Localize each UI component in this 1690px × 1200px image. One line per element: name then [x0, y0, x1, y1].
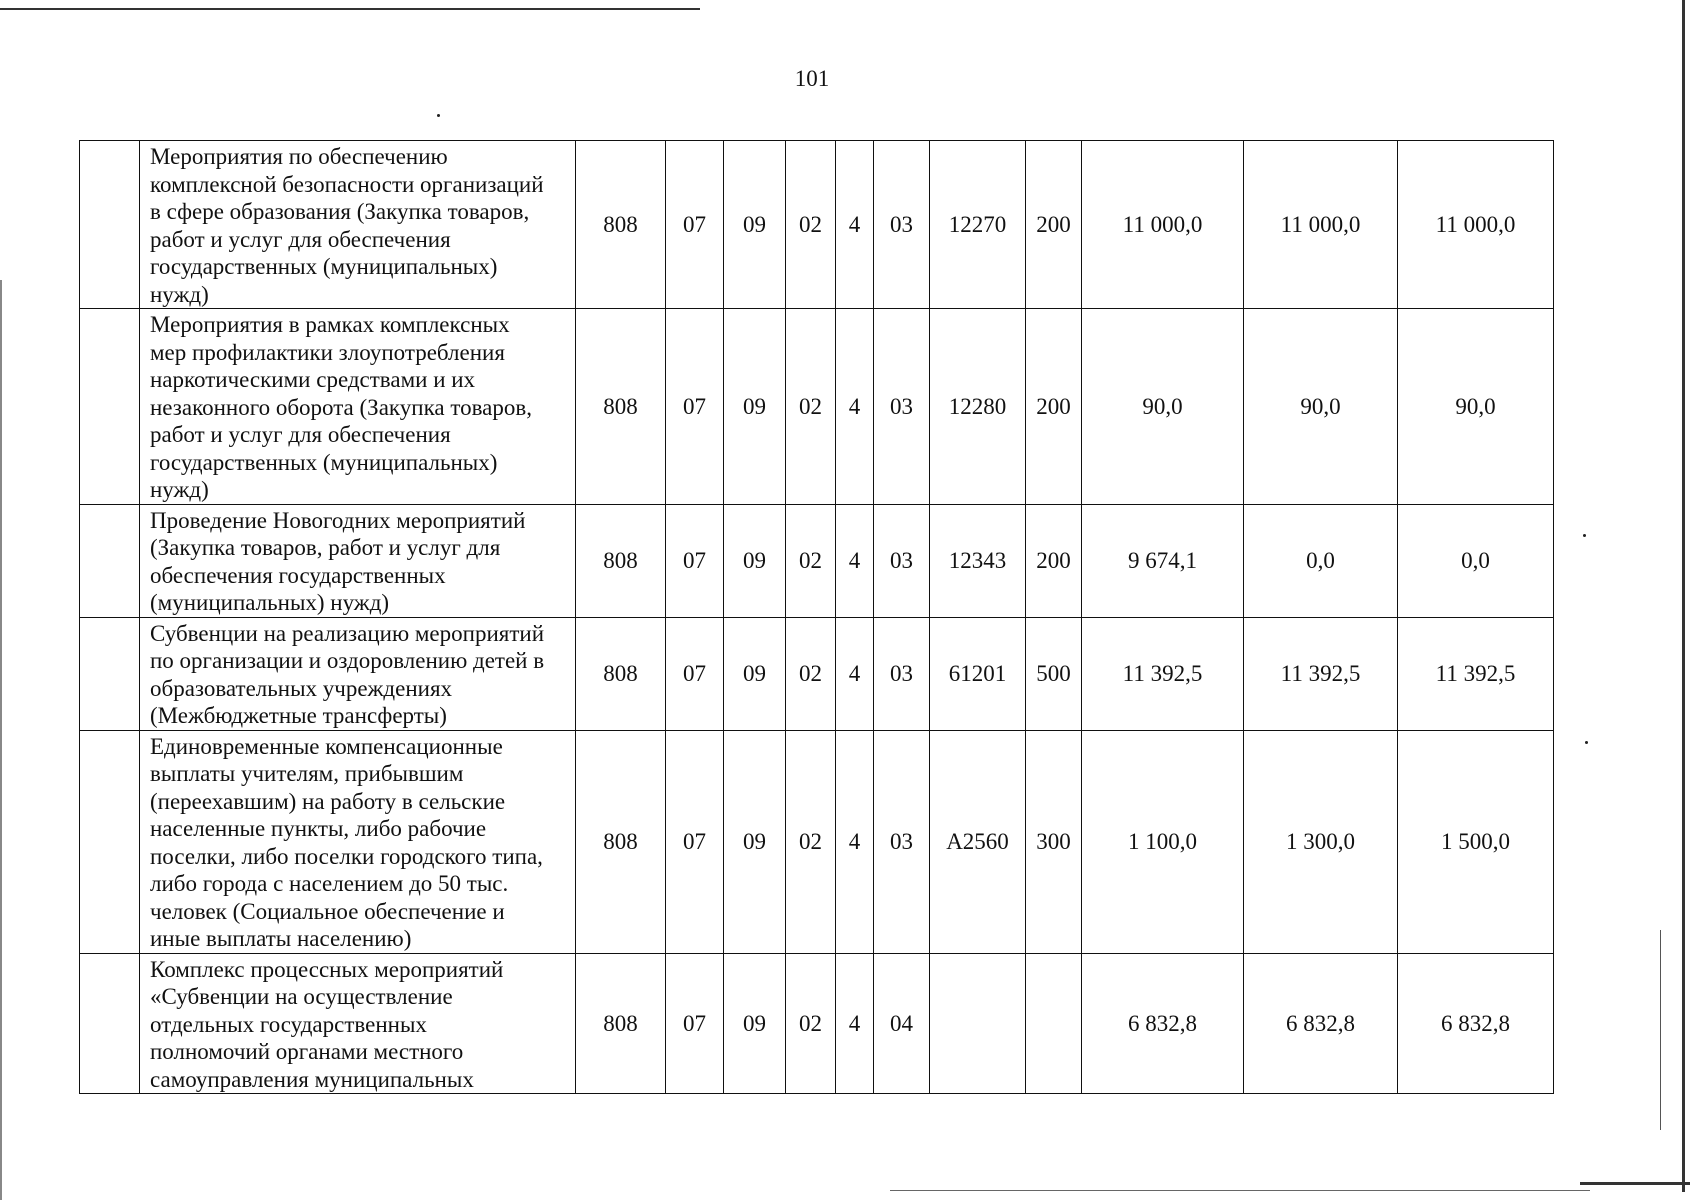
amount-year-3-cell: 11 000,0 — [1398, 141, 1554, 309]
amount-year-2-cell: 11 392,5 — [1244, 617, 1398, 730]
subsection-cell: 09 — [724, 141, 786, 309]
amount-year-1-cell: 11 000,0 — [1082, 141, 1244, 309]
ministry-code-cell: 808 — [576, 730, 666, 953]
ministry-code-cell: 808 — [576, 953, 666, 1094]
amount-year-3-cell: 0,0 — [1398, 504, 1554, 617]
row-number-cell — [80, 730, 140, 953]
amount-year-1-cell: 1 100,0 — [1082, 730, 1244, 953]
stray-mark — [437, 114, 440, 117]
program-cell: 02 — [786, 504, 836, 617]
section-cell: 07 — [666, 617, 724, 730]
budget-table — [79, 140, 1554, 1094]
subsection-cell: 09 — [724, 953, 786, 1094]
block-cell: 04 — [874, 953, 930, 1094]
amount-year-3-cell: 6 832,8 — [1398, 953, 1554, 1094]
expense-type-cell — [1026, 953, 1082, 1094]
amount-year-3-cell: 1 500,0 — [1398, 730, 1554, 953]
table-row — [80, 309, 1554, 505]
subprogram-cell: 4 — [836, 730, 874, 953]
page-number: 101 — [794, 66, 830, 91]
amount-year-1-cell: 90,0 — [1082, 309, 1244, 505]
amount-year-1-cell: 11 392,5 — [1082, 617, 1244, 730]
stray-mark — [1583, 534, 1586, 537]
program-cell: 02 — [786, 617, 836, 730]
amount-year-3-cell: 90,0 — [1398, 309, 1554, 505]
amount-year-2-cell: 6 832,8 — [1244, 953, 1398, 1094]
ministry-code-cell: 808 — [576, 309, 666, 505]
program-cell: 02 — [786, 141, 836, 309]
section-cell: 07 — [666, 309, 724, 505]
row-number-cell — [80, 617, 140, 730]
amount-year-1-cell: 6 832,8 — [1082, 953, 1244, 1094]
program-cell: 02 — [786, 730, 836, 953]
subprogram-cell: 4 — [836, 504, 874, 617]
direction-code-cell: 12343 — [930, 504, 1026, 617]
amount-year-2-cell: 11 000,0 — [1244, 141, 1398, 309]
ministry-code-cell: 808 — [576, 617, 666, 730]
stray-mark — [1585, 741, 1588, 744]
subprogram-cell: 4 — [836, 309, 874, 505]
expense-type-cell: 500 — [1026, 617, 1082, 730]
description-cell: Субвенции на реализацию мероприятий по организации и оздоровлению детей в образовательных учреждениях (Межбюджетные трансферты) — [140, 617, 576, 730]
direction-code-cell — [930, 953, 1026, 1094]
block-cell: 03 — [874, 141, 930, 309]
row-number-cell — [80, 953, 140, 1094]
block-cell: 03 — [874, 730, 930, 953]
direction-code-cell: А2560 — [930, 730, 1026, 953]
table-row — [80, 141, 1554, 309]
section-cell: 07 — [666, 953, 724, 1094]
program-cell: 02 — [786, 309, 836, 505]
subsection-cell: 09 — [724, 730, 786, 953]
subsection-cell: 09 — [724, 504, 786, 617]
scan-edge-top — [0, 8, 700, 10]
section-cell: 07 — [666, 730, 724, 953]
block-cell: 03 — [874, 309, 930, 505]
amount-year-3-cell: 11 392,5 — [1398, 617, 1554, 730]
subprogram-cell: 4 — [836, 953, 874, 1094]
scan-edge-right — [1682, 0, 1685, 1192]
direction-code-cell: 61201 — [930, 617, 1026, 730]
scan-edge-bottom-dash — [890, 1190, 1590, 1191]
row-number-cell — [80, 141, 140, 309]
direction-code-cell: 12280 — [930, 309, 1026, 505]
subsection-cell: 09 — [724, 617, 786, 730]
ministry-code-cell: 808 — [576, 141, 666, 309]
description-cell: Единовременные компенсационные выплаты учителям, прибывшим (переехавшим) на работу в сельские населенные пункты, либо рабочие поселки, либо поселки городского типа, либо города с населением до 50 тыс. человек (Социальное обеспечение и иные выплаты населению) — [140, 730, 576, 953]
amount-year-2-cell: 90,0 — [1244, 309, 1398, 505]
expense-type-cell: 200 — [1026, 309, 1082, 505]
scan-edge-right-inner — [1660, 930, 1661, 1130]
amount-year-2-cell: 0,0 — [1244, 504, 1398, 617]
block-cell: 03 — [874, 504, 930, 617]
expense-type-cell: 200 — [1026, 504, 1082, 617]
section-cell: 07 — [666, 504, 724, 617]
scan-edge-left — [0, 280, 2, 1200]
direction-code-cell: 12270 — [930, 141, 1026, 309]
table-row — [80, 730, 1554, 953]
program-cell: 02 — [786, 953, 836, 1094]
subsection-cell: 09 — [724, 309, 786, 505]
description-cell: Мероприятия по обеспечению комплексной безопасности организаций в сфере образования (Закупка товаров, работ и услуг для обеспечения государственных (муниципальных) нужд) — [140, 141, 576, 309]
block-cell: 03 — [874, 617, 930, 730]
table-row — [80, 617, 1554, 730]
table-row — [80, 953, 1554, 1094]
table-row — [80, 504, 1554, 617]
description-cell: Комплекс процессных мероприятий «Субвенции на осуществление отдельных государственных полномочий органами местного самоуправления муниципальных — [140, 953, 576, 1094]
description-cell: Мероприятия в рамках комплексных мер профилактики злоупотребления наркотическими средствами и их незаконного оборота (Закупка товаров, работ и услуг для обеспечения государственных (муниципальных) нужд) — [140, 309, 576, 505]
section-cell: 07 — [666, 141, 724, 309]
amount-year-1-cell: 9 674,1 — [1082, 504, 1244, 617]
subprogram-cell: 4 — [836, 617, 874, 730]
subprogram-cell: 4 — [836, 141, 874, 309]
amount-year-2-cell: 1 300,0 — [1244, 730, 1398, 953]
expense-type-cell: 300 — [1026, 730, 1082, 953]
description-cell: Проведение Новогодних мероприятий (Закупка товаров, работ и услуг для обеспечения государственных (муниципальных) нужд) — [140, 504, 576, 617]
row-number-cell — [80, 309, 140, 505]
ministry-code-cell: 808 — [576, 504, 666, 617]
expense-type-cell: 200 — [1026, 141, 1082, 309]
scan-edge-bottom — [1580, 1182, 1690, 1185]
row-number-cell — [80, 504, 140, 617]
